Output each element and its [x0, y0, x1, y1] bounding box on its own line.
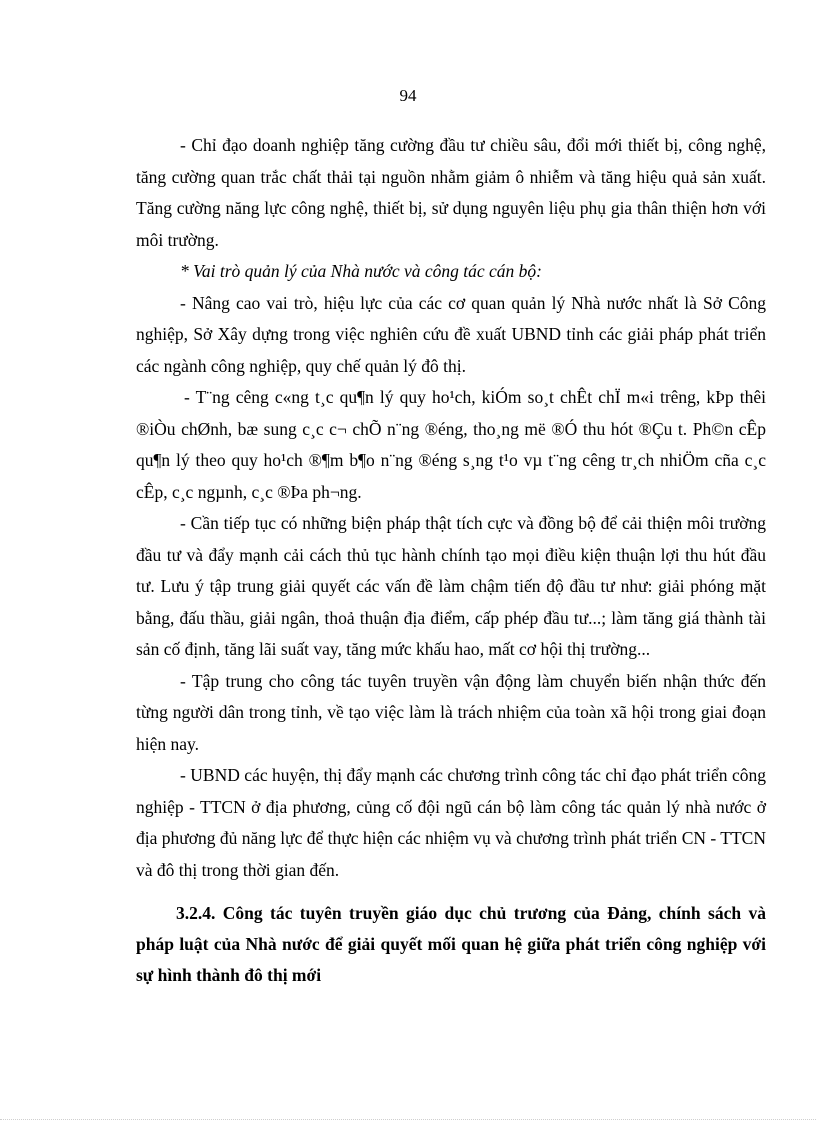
paragraph-encoding-garbled: - T¨ng cêng c«ng t¸c qu¶n lý quy ho¹ch, kiÓm so¸t chÊt chÏ m«i trêng, kÞp thêi ®iÒu chØnh, bæ sung c¸c c¬ chÕ n¨ng ®éng, tho¸ng më ®Ó thu hót ®Çu t. Ph©n cÊp qu¶n lý theo quy ho¹ch ®¶m b¶o n¨ng ®éng s¸ng t¹o vµ t¨ng cêng tr¸ch nhiÖm cña c¸c cÊp, c¸c ngµnh, c¸c ®Þa ph¬ng. [136, 387, 766, 502]
document-body [136, 130, 766, 991]
paragraph-investment-environment: - Cần tiếp tục có những biện pháp thật tích cực và đồng bộ để cải thiện môi trường đầu tư và đẩy mạnh cải cách thủ tục hành chính tạo mọi điều kiện thuận lợi thu hút đầu tư. Lưu ý tập trung giải quyết các vấn đề làm chậm tiến độ đầu tư như: giải phóng mặt bằng, đấu thầu, giải ngân, thoả thuận địa điểm, cấp phép đầu tư...; làm tăng giá thành tài sản cố định, tăng lãi suất vay, tăng mức khấu hao, mất cơ hội thị trường... [136, 513, 766, 659]
paragraph-propaganda: - Tập trung cho công tác tuyên truyền vận động làm chuyển biến nhận thức đến từng người dân trong tỉnh, về tạo việc làm là trách nhiệm của toàn xã hội trong giai đoạn hiện nay. [136, 670, 766, 754]
paragraph-enterprise-investment: - Chỉ đạo doanh nghiệp tăng cường đầu tư chiều sâu, đổi mới thiết bị, công nghệ, tăng cường quan trắc chất thải tại nguồn nhằm giảm ô nhiễm và tăng hiệu quả sản xuất. Tăng cường năng lực công nghệ, thiết bị, sử dụng nguyên liệu phụ gia thân thiện hơn với môi trường. [136, 135, 766, 250]
page-bottom-divider [0, 1119, 816, 1120]
paragraph-district-ubnd: - UBND các huyện, thị đẩy mạnh các chương trình công tác chỉ đạo phát triển công nghiệp - TTCN ở địa phương, củng cố đội ngũ cán bộ làm công tác quản lý nhà nước ở địa phương đủ năng lực để thực hiện các nhiệm vụ và chương trình phát triển CN - TTCN và đô thị trong thời gian đến. [136, 765, 766, 880]
section-heading: 3.2.4. Công tác tuyên truyền giáo dục chủ trương của Đảng, chính sách và pháp luật của Nhà nước để giải quyết mối quan hệ giữa phát triển công nghiệp với sự hình thành đô thị mới [136, 903, 766, 985]
subheading-state-role: * Vai trò quản lý của Nhà nước và công tác cán bộ: [180, 261, 543, 281]
page-number: 94 [399, 86, 417, 105]
paragraph-management-role: - Nâng cao vai trò, hiệu lực của các cơ quan quản lý Nhà nước nhất là Sở Công nghiệp, Sở Xây dựng trong việc nghiên cứu đề xuất UBND tỉnh các giải pháp phát triển các ngành công nghiệp, quy chế quản lý đô thị. [136, 292, 766, 376]
